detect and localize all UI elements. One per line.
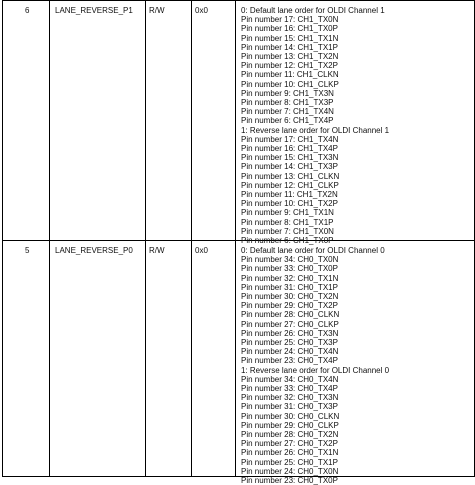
description-line: Pin number 24: CH0_TX4N [241,347,339,357]
description-line: Pin number 32: CH0_TX3N [241,393,339,403]
description-line: Pin number 27: CH0_CLKP [241,319,339,329]
description-line: Pin number 17: CH1_TX0N [241,15,339,25]
description-line: Pin number 27: CH0_TX2P [241,439,338,449]
field-name-cell: LANE_REVERSE_P1 [50,1,146,240]
description-line: Pin number 31: CH0_TX3P [241,402,338,412]
description-line: 0: Default lane order for OLDI Channel 0 [241,246,385,255]
description-line: Pin number 11: CH1_CLKN [241,70,339,80]
description-line: Pin number 16: CH1_TX4P [241,144,338,154]
description-line: Pin number 31: CH0_TX1P [241,282,338,292]
description-line: Pin number 26: CH0_TX3N [241,328,339,338]
description-line: Pin number 12: CH1_TX2P [241,61,338,71]
description-line: Pin number 25: CH0_TX3P [241,338,338,348]
description-line: Pin number 11: CH1_TX2N [241,190,338,200]
description-line: 1: Reverse lane order for OLDI Channel 0 [241,365,390,375]
description-line: Pin number 13: CH1_CLKN [241,171,340,181]
description-line: Pin number 28: CH0_CLKN [241,310,340,320]
description-line: Pin number 32: CH0_TX1N [241,273,339,283]
description-line: 1: Reverse lane order for OLDI Channel 1 [241,125,390,135]
access-type-cell: R/W [146,1,192,240]
description-line: Pin number 10: CH1_CLKP [241,79,339,89]
description-line: Pin number 30: CH0_CLKN [241,411,340,421]
description-line: Pin number 15: CH1_TX1N [241,33,339,43]
table-row [3,241,474,485]
description-line: Pin number 6: CH1_TX4P [241,116,334,126]
description-line: Pin number 14: CH1_TX3P [241,162,338,172]
description-line: Pin number 15: CH1_TX3N [241,153,339,163]
description-line: Pin number 16: CH1_TX0P [241,24,338,34]
description-line: Pin number 29: CH0_CLKP [241,420,339,430]
description-line: Pin number 12: CH1_CLKP [241,180,339,190]
bit-cell: 5 [3,241,50,476]
reset-value-cell: 0x0 [192,1,236,240]
description-line: Pin number 8: CH1_TX3P [241,98,334,108]
description-line: Pin number 7: CH1_TX0N [241,226,334,236]
register-field-table [2,0,475,485]
description-line: Pin number 28: CH0_TX2N [241,430,339,440]
description-line: Pin number 29: CH0_TX2P [241,301,338,311]
bit-cell: 6 [3,1,50,240]
access-type-cell: R/W [146,241,192,476]
description-line: Pin number 13: CH1_TX2N [241,52,339,62]
reset-value-cell: 0x0 [192,241,236,476]
description-cell [236,1,474,246]
description-line: Pin number 33: CH0_TX0P [241,264,338,274]
description-line: Pin number 14: CH1_TX1P [241,42,338,52]
description-line: Pin number 6: CH1_TX0P [241,236,334,246]
description-cell [236,241,474,485]
description-line: Pin number 33: CH0_TX4P [241,384,338,394]
description-line: Pin number 10: CH1_TX2P [241,199,338,209]
description-line: Pin number 9: CH1_TX1N [241,208,334,218]
description-line: 0: Default lane order for OLDI Channel 1 [241,6,385,15]
description-line: Pin number 9: CH1_TX3N [241,88,334,98]
description-line: Pin number 17: CH1_TX4N [241,134,339,144]
description-line: Pin number 7: CH1_TX4N [241,107,334,117]
description-line: Pin number 23: CH0_TX4P [241,356,338,366]
description-line: Pin number 25: CH0_TX1P [241,457,338,467]
field-name-cell: LANE_REVERSE_P0 [50,241,146,476]
table-row [3,0,474,246]
description-line: Pin number 24: CH0_TX0N [241,466,339,476]
description-line: Pin number 34: CH0_TX4N [241,374,339,384]
description-line: Pin number 23: CH0_TX0P [241,476,338,485]
description-line: Pin number 34: CH0_TX0N [241,255,339,265]
description-line: Pin number 8: CH1_TX1P [241,217,334,227]
description-line: Pin number 30: CH0_TX2N [241,292,339,302]
description-line: Pin number 26: CH0_TX1N [241,448,339,458]
